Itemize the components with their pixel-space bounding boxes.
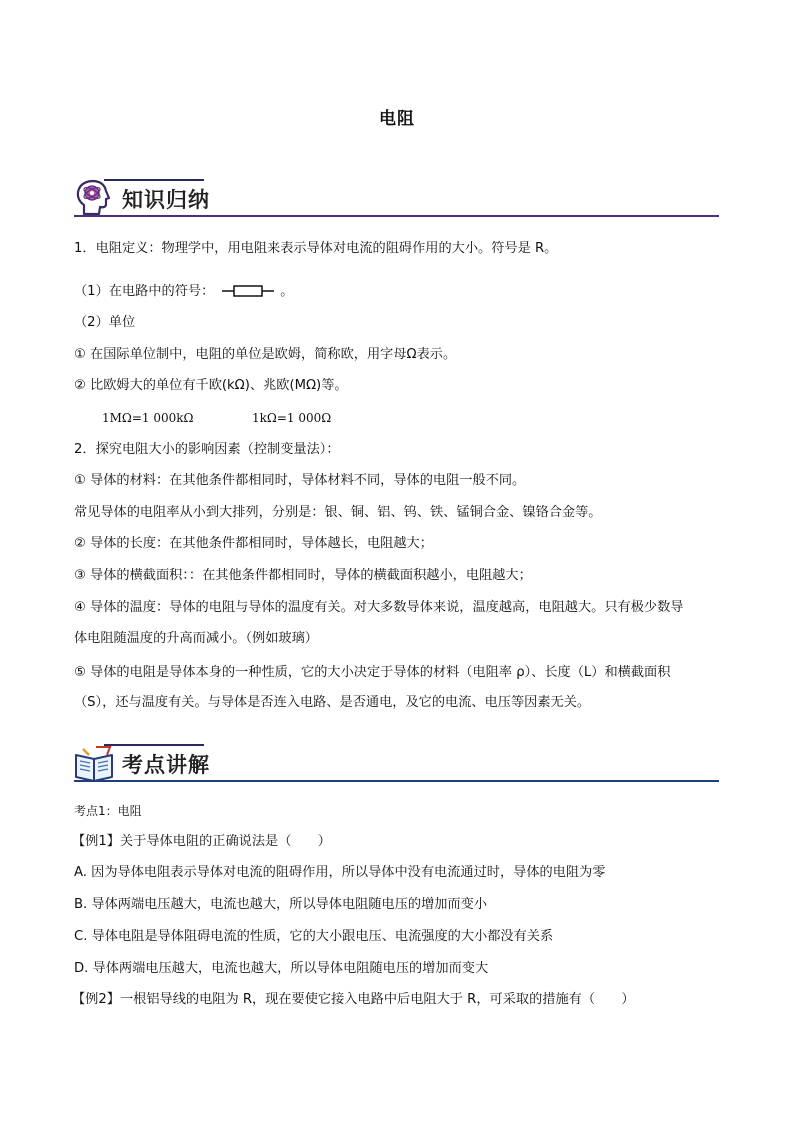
- paragraph-line: 1．电阻定义：物理学中，用电阻来表示导体对电流的阻碍作用的大小。符号是 R。: [74, 241, 558, 256]
- section-divider: [74, 215, 719, 217]
- brain-head-icon: [74, 178, 114, 218]
- symbol-end: 。: [280, 284, 294, 299]
- section-divider: [74, 780, 719, 782]
- paragraph-line: 常见导体的电阻率从小到大排列，分别是：银、铜、铝、钨、铁、锰铜合金、镍铬合金等。: [74, 505, 602, 520]
- paragraph-line: 2．探究电阻大小的影响因素（控制变量法）：: [74, 442, 340, 457]
- option-d: D. 导体两端电压越大，电流也越大，所以导体电阻随电压的增加而变大: [74, 961, 489, 976]
- section-header-knowledge: [74, 178, 719, 224]
- symbol-label: （1）在电路中的符号：: [74, 284, 215, 299]
- paragraph-line: ① 在国际单位制中，电阻的单位是欧姆，简称欧，用字母Ω表示。: [74, 347, 457, 362]
- paragraph-line: 体电阻随温度的升高而减小。（例如玻璃）: [74, 631, 318, 646]
- paragraph-line: ① 导体的材料：在其他条件都相同时，导体材料不同，导体的电阻一般不同。: [74, 473, 526, 488]
- open-book-icon: [74, 743, 114, 783]
- section-heading-exam: 考点讲解: [122, 753, 210, 777]
- option-b: B. 导体两端电压越大，电流也越大，所以导体电阻随电压的增加而变小: [74, 897, 488, 912]
- unit-conversion-kilo: 1kΩ=1 000Ω: [252, 411, 332, 425]
- example-2-question: 【例2】一根铝导线的电阻为 R，现在要使它接入电路中后电阻大于 R，可采取的措施有（ ）: [72, 992, 635, 1007]
- paragraph-line: ④ 导体的温度：导体的电阻与导体的温度有关。对大多数导体来说，温度越高，电阻越大。只有极少数导: [74, 600, 684, 615]
- page-title: 电阻: [379, 109, 415, 129]
- paragraph-line: ③ 导体的横截面积：：在其他条件都相同时，导体的横截面积越小，电阻越大；: [74, 568, 532, 583]
- option-c: C. 导体电阻是导体阻碍电流的性质，它的大小跟电压、电流强度的大小都没有关系: [74, 929, 554, 944]
- paragraph-line: ② 导体的长度：在其他条件都相同时，导体越长，电阻越大；: [74, 536, 433, 551]
- paragraph-line: ② 比欧姆大的单位有千欧(kΩ)、兆欧(MΩ)等。: [74, 378, 348, 393]
- paragraph-line: ⑤ 导体的电阻是导体本身的一种性质，它的大小决定于导体的材料（电阻率 ρ）、长度（L）和横截面积: [74, 665, 671, 680]
- unit-conversion-mega: 1MΩ=1 000kΩ: [102, 411, 194, 425]
- paragraph-line: （2）单位: [74, 315, 136, 330]
- symbol-line: [74, 283, 293, 301]
- paragraph-line: （S），还与温度有关。与导体是否连入电路、是否通电，及它的电流、电压等因素无关。: [74, 695, 591, 710]
- section-header-exam: [74, 743, 719, 789]
- section-heading-knowledge: 知识归纳: [122, 188, 210, 212]
- resistor-symbol-icon: [222, 283, 274, 299]
- exam-point-label: 考点1：电阻: [74, 804, 142, 818]
- example-1-question: 【例1】关于导体电阻的正确说法是（ ）: [72, 834, 331, 849]
- option-a: A. 因为导体电阻表示导体对电流的阻碍作用，所以导体中没有电流通过时，导体的电阻为零: [74, 865, 606, 880]
